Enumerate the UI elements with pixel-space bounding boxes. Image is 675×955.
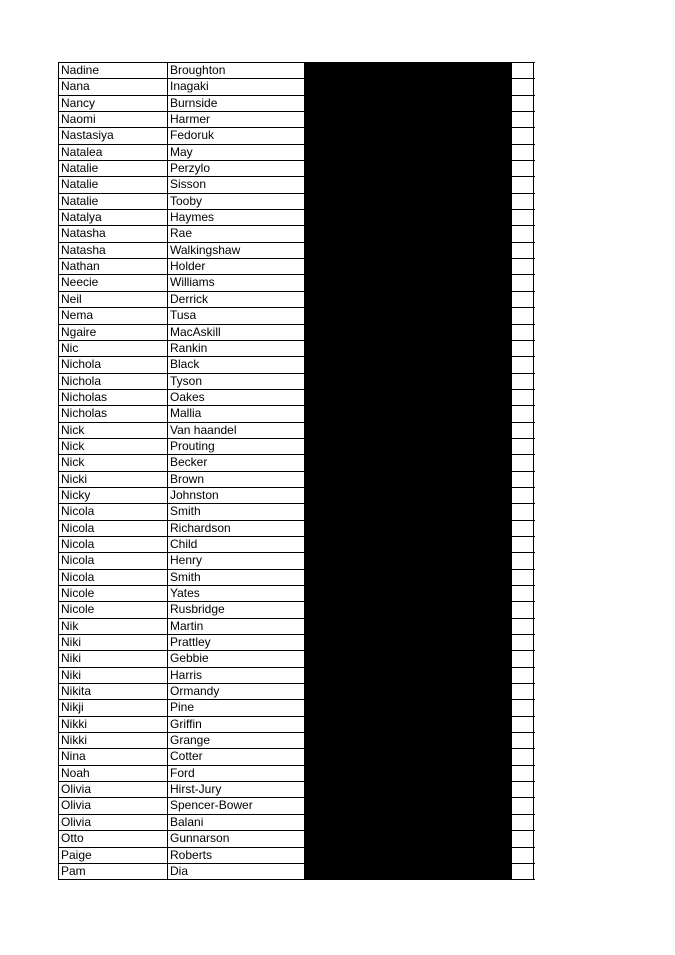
last-name-cell: Becker xyxy=(168,455,305,470)
first-name-cell: Nicole xyxy=(59,602,168,617)
last-name-cell: Tooby xyxy=(168,194,305,209)
table-row xyxy=(59,798,535,814)
table-row xyxy=(59,226,535,242)
last-name-cell: Prouting xyxy=(168,439,305,454)
last-name-cell: Brown xyxy=(168,472,305,487)
first-name-cell: Naomi xyxy=(59,112,168,127)
first-name-cell: Nina xyxy=(59,749,168,764)
first-name-cell: Nathan xyxy=(59,259,168,274)
table-row xyxy=(59,145,535,161)
empty-cell xyxy=(512,341,534,356)
last-name-cell: Martin xyxy=(168,619,305,634)
first-name-cell: Nikki xyxy=(59,733,168,748)
redacted-cell xyxy=(305,112,512,127)
last-name-cell: Hirst-Jury xyxy=(168,782,305,797)
last-name-cell: Haymes xyxy=(168,210,305,225)
first-name-cell: Nicola xyxy=(59,504,168,519)
first-name-cell: Nikji xyxy=(59,700,168,715)
redacted-cell xyxy=(305,472,512,487)
first-name-cell: Niki xyxy=(59,651,168,666)
table-row xyxy=(59,619,535,635)
empty-cell xyxy=(512,537,534,552)
redacted-cell xyxy=(305,553,512,568)
empty-cell xyxy=(512,63,534,78)
first-name-cell: Nana xyxy=(59,79,168,94)
last-name-cell: Sisson xyxy=(168,177,305,192)
redacted-cell xyxy=(305,292,512,307)
first-name-cell: Nicki xyxy=(59,472,168,487)
redacted-cell xyxy=(305,439,512,454)
first-name-cell: Olivia xyxy=(59,815,168,830)
empty-cell xyxy=(512,619,534,634)
empty-cell xyxy=(512,145,534,160)
redacted-cell xyxy=(305,521,512,536)
first-name-cell: Niki xyxy=(59,635,168,650)
last-name-cell: Johnston xyxy=(168,488,305,503)
last-name-cell: Yates xyxy=(168,586,305,601)
last-name-cell: Harmer xyxy=(168,112,305,127)
redacted-cell xyxy=(305,651,512,666)
first-name-cell: Paige xyxy=(59,848,168,863)
last-name-cell: May xyxy=(168,145,305,160)
table-row xyxy=(59,521,535,537)
redacted-cell xyxy=(305,570,512,585)
redacted-cell xyxy=(305,63,512,78)
last-name-cell: Perzylo xyxy=(168,161,305,176)
table-row xyxy=(59,766,535,782)
empty-cell xyxy=(512,439,534,454)
first-name-cell: Natalie xyxy=(59,161,168,176)
last-name-cell: Tyson xyxy=(168,374,305,389)
table-row xyxy=(59,275,535,291)
table-row xyxy=(59,194,535,210)
first-name-cell: Natasha xyxy=(59,243,168,258)
first-name-cell: Nicola xyxy=(59,521,168,536)
first-name-cell: Nikki xyxy=(59,717,168,732)
last-name-cell: Mallia xyxy=(168,406,305,421)
table-row xyxy=(59,864,535,880)
table-row xyxy=(59,537,535,553)
redacted-cell xyxy=(305,128,512,143)
empty-cell xyxy=(512,733,534,748)
last-name-cell: Van haandel xyxy=(168,423,305,438)
empty-cell xyxy=(512,700,534,715)
first-name-cell: Ngaire xyxy=(59,325,168,340)
table-row xyxy=(59,243,535,259)
last-name-cell: Fedoruk xyxy=(168,128,305,143)
first-name-cell: Natalea xyxy=(59,145,168,160)
last-name-cell: MacAskill xyxy=(168,325,305,340)
first-name-cell: Nicholas xyxy=(59,406,168,421)
last-name-cell: Tusa xyxy=(168,308,305,323)
redacted-cell xyxy=(305,488,512,503)
empty-cell xyxy=(512,357,534,372)
first-name-cell: Pam xyxy=(59,864,168,879)
redacted-cell xyxy=(305,684,512,699)
empty-cell xyxy=(512,586,534,601)
empty-cell xyxy=(512,488,534,503)
redacted-cell xyxy=(305,504,512,519)
last-name-cell: Burnside xyxy=(168,96,305,111)
first-name-cell: Nicky xyxy=(59,488,168,503)
last-name-cell: Walkingshaw xyxy=(168,243,305,258)
last-name-cell: Prattley xyxy=(168,635,305,650)
redacted-cell xyxy=(305,259,512,274)
table-row xyxy=(59,488,535,504)
first-name-cell: Nadine xyxy=(59,63,168,78)
redacted-cell xyxy=(305,766,512,781)
last-name-cell: Richardson xyxy=(168,521,305,536)
table-row xyxy=(59,831,535,847)
empty-cell xyxy=(512,128,534,143)
table-row xyxy=(59,782,535,798)
empty-cell xyxy=(512,570,534,585)
empty-cell xyxy=(512,455,534,470)
table-row xyxy=(59,848,535,864)
first-name-cell: Nicholas xyxy=(59,390,168,405)
empty-cell xyxy=(512,717,534,732)
empty-cell xyxy=(512,194,534,209)
empty-cell xyxy=(512,602,534,617)
redacted-cell xyxy=(305,275,512,290)
redacted-cell xyxy=(305,537,512,552)
table-row xyxy=(59,635,535,651)
empty-cell xyxy=(512,226,534,241)
last-name-cell: Ford xyxy=(168,766,305,781)
table-row xyxy=(59,128,535,144)
empty-cell xyxy=(512,684,534,699)
redacted-cell xyxy=(305,668,512,683)
redacted-cell xyxy=(305,177,512,192)
table-row xyxy=(59,472,535,488)
first-name-cell: Nichola xyxy=(59,357,168,372)
last-name-cell: Holder xyxy=(168,259,305,274)
empty-cell xyxy=(512,292,534,307)
table-row xyxy=(59,504,535,520)
table-row xyxy=(59,357,535,373)
first-name-cell: Natalie xyxy=(59,177,168,192)
empty-cell xyxy=(512,210,534,225)
empty-cell xyxy=(512,390,534,405)
empty-cell xyxy=(512,406,534,421)
first-name-cell: Nicola xyxy=(59,570,168,585)
first-name-cell: Noah xyxy=(59,766,168,781)
last-name-cell: Cotter xyxy=(168,749,305,764)
last-name-cell: Rusbridge xyxy=(168,602,305,617)
last-name-cell: Williams xyxy=(168,275,305,290)
redacted-cell xyxy=(305,848,512,863)
redacted-cell xyxy=(305,700,512,715)
empty-cell xyxy=(512,79,534,94)
first-name-cell: Nic xyxy=(59,341,168,356)
empty-cell xyxy=(512,749,534,764)
redacted-cell xyxy=(305,194,512,209)
last-name-cell: Derrick xyxy=(168,292,305,307)
last-name-cell: Balani xyxy=(168,815,305,830)
table-row xyxy=(59,63,535,79)
table-row xyxy=(59,455,535,471)
table-row xyxy=(59,292,535,308)
redacted-cell xyxy=(305,635,512,650)
redacted-cell xyxy=(305,717,512,732)
first-name-cell: Nikita xyxy=(59,684,168,699)
table-row xyxy=(59,112,535,128)
redacted-cell xyxy=(305,798,512,813)
last-name-cell: Gunnarson xyxy=(168,831,305,846)
table-row xyxy=(59,79,535,95)
first-name-cell: Nastasiya xyxy=(59,128,168,143)
redacted-cell xyxy=(305,96,512,111)
empty-cell xyxy=(512,782,534,797)
first-name-cell: Olivia xyxy=(59,782,168,797)
first-name-cell: Nicola xyxy=(59,537,168,552)
table-row xyxy=(59,325,535,341)
empty-cell xyxy=(512,668,534,683)
table-row xyxy=(59,308,535,324)
table-row xyxy=(59,733,535,749)
empty-cell xyxy=(512,112,534,127)
redacted-cell xyxy=(305,406,512,421)
first-name-cell: Nicola xyxy=(59,553,168,568)
table-row xyxy=(59,815,535,831)
redacted-cell xyxy=(305,161,512,176)
table-row xyxy=(59,390,535,406)
redacted-cell xyxy=(305,357,512,372)
table-row xyxy=(59,570,535,586)
redacted-cell xyxy=(305,341,512,356)
empty-cell xyxy=(512,177,534,192)
table-row xyxy=(59,553,535,569)
empty-cell xyxy=(512,815,534,830)
last-name-cell: Spencer-Bower xyxy=(168,798,305,813)
first-name-cell: Neecie xyxy=(59,275,168,290)
redacted-cell xyxy=(305,831,512,846)
table-row xyxy=(59,406,535,422)
first-name-cell: Olivia xyxy=(59,798,168,813)
last-name-cell: Black xyxy=(168,357,305,372)
empty-cell xyxy=(512,521,534,536)
table-row xyxy=(59,586,535,602)
table-row xyxy=(59,259,535,275)
empty-cell xyxy=(512,798,534,813)
last-name-cell: Child xyxy=(168,537,305,552)
table-row xyxy=(59,439,535,455)
last-name-cell: Griffin xyxy=(168,717,305,732)
table-row xyxy=(59,341,535,357)
first-name-cell: Neil xyxy=(59,292,168,307)
table-row xyxy=(59,651,535,667)
last-name-cell: Roberts xyxy=(168,848,305,863)
redacted-cell xyxy=(305,455,512,470)
first-name-cell: Nick xyxy=(59,455,168,470)
table-row xyxy=(59,749,535,765)
empty-cell xyxy=(512,864,534,879)
last-name-cell: Henry xyxy=(168,553,305,568)
empty-cell xyxy=(512,831,534,846)
table-row xyxy=(59,96,535,112)
redacted-cell xyxy=(305,619,512,634)
empty-cell xyxy=(512,423,534,438)
first-name-cell: Nema xyxy=(59,308,168,323)
last-name-cell: Smith xyxy=(168,504,305,519)
first-name-cell: Natalya xyxy=(59,210,168,225)
last-name-cell: Dia xyxy=(168,864,305,879)
names-table xyxy=(58,62,535,880)
last-name-cell: Harris xyxy=(168,668,305,683)
redacted-cell xyxy=(305,374,512,389)
empty-cell xyxy=(512,275,534,290)
redacted-cell xyxy=(305,423,512,438)
redacted-cell xyxy=(305,815,512,830)
redacted-cell xyxy=(305,586,512,601)
last-name-cell: Grange xyxy=(168,733,305,748)
last-name-cell: Rae xyxy=(168,226,305,241)
redacted-cell xyxy=(305,864,512,879)
table-row xyxy=(59,668,535,684)
table-row xyxy=(59,374,535,390)
first-name-cell: Nichola xyxy=(59,374,168,389)
table-row xyxy=(59,684,535,700)
empty-cell xyxy=(512,325,534,340)
redacted-cell xyxy=(305,782,512,797)
empty-cell xyxy=(512,635,534,650)
redacted-cell xyxy=(305,243,512,258)
empty-cell xyxy=(512,161,534,176)
empty-cell xyxy=(512,651,534,666)
table-row xyxy=(59,423,535,439)
first-name-cell: Nik xyxy=(59,619,168,634)
redacted-cell xyxy=(305,226,512,241)
redacted-cell xyxy=(305,602,512,617)
last-name-cell: Ormandy xyxy=(168,684,305,699)
empty-cell xyxy=(512,504,534,519)
first-name-cell: Nick xyxy=(59,439,168,454)
first-name-cell: Nicole xyxy=(59,586,168,601)
last-name-cell: Rankin xyxy=(168,341,305,356)
last-name-cell: Smith xyxy=(168,570,305,585)
empty-cell xyxy=(512,766,534,781)
redacted-cell xyxy=(305,145,512,160)
redacted-cell xyxy=(305,79,512,94)
redacted-cell xyxy=(305,733,512,748)
first-name-cell: Nancy xyxy=(59,96,168,111)
redacted-cell xyxy=(305,308,512,323)
empty-cell xyxy=(512,374,534,389)
redacted-cell xyxy=(305,390,512,405)
table-row xyxy=(59,717,535,733)
empty-cell xyxy=(512,308,534,323)
empty-cell xyxy=(512,553,534,568)
redacted-cell xyxy=(305,325,512,340)
empty-cell xyxy=(512,848,534,863)
table-row xyxy=(59,602,535,618)
empty-cell xyxy=(512,259,534,274)
first-name-cell: Otto xyxy=(59,831,168,846)
table-row xyxy=(59,161,535,177)
last-name-cell: Inagaki xyxy=(168,79,305,94)
last-name-cell: Gebbie xyxy=(168,651,305,666)
table-row xyxy=(59,700,535,716)
table-row xyxy=(59,210,535,226)
empty-cell xyxy=(512,472,534,487)
first-name-cell: Natasha xyxy=(59,226,168,241)
table-row xyxy=(59,177,535,193)
last-name-cell: Broughton xyxy=(168,63,305,78)
empty-cell xyxy=(512,243,534,258)
empty-cell xyxy=(512,96,534,111)
first-name-cell: Nick xyxy=(59,423,168,438)
first-name-cell: Niki xyxy=(59,668,168,683)
last-name-cell: Oakes xyxy=(168,390,305,405)
redacted-cell xyxy=(305,749,512,764)
last-name-cell: Pine xyxy=(168,700,305,715)
first-name-cell: Natalie xyxy=(59,194,168,209)
redacted-cell xyxy=(305,210,512,225)
